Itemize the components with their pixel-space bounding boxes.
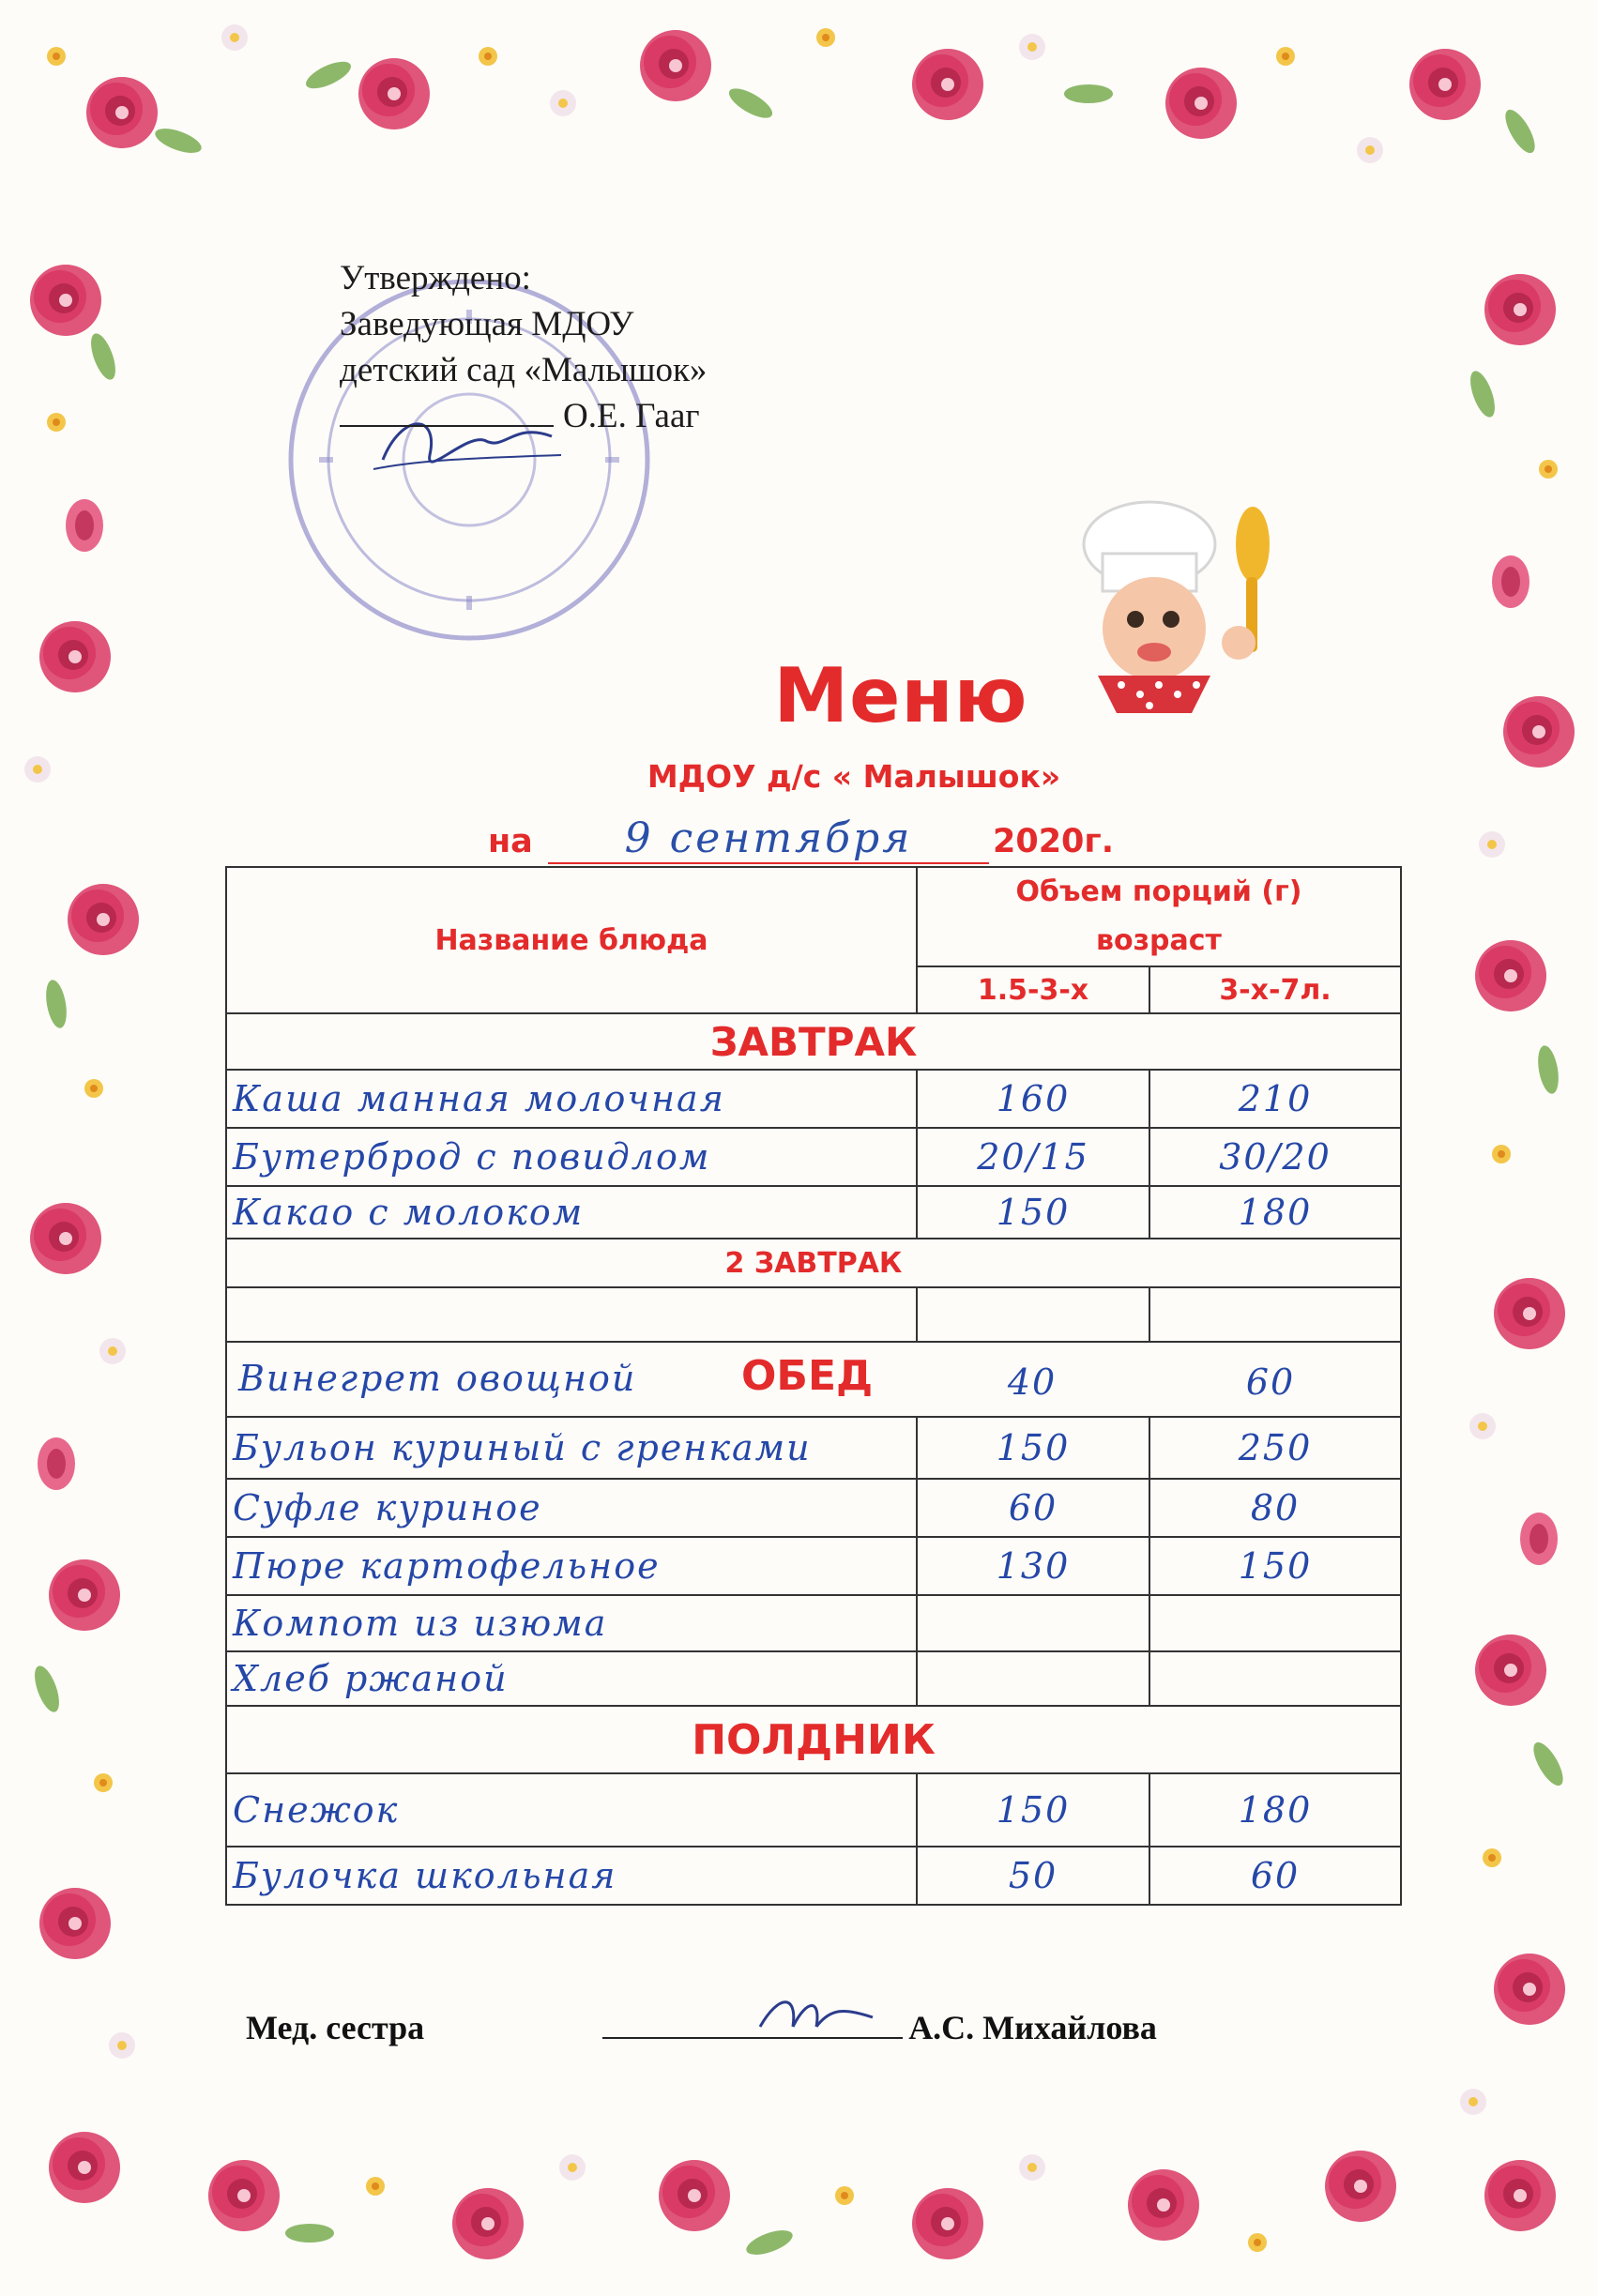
portion-a: 20/15 xyxy=(917,1128,1149,1186)
portion-a: 50 xyxy=(917,1847,1149,1905)
dish-name xyxy=(226,1287,917,1342)
table-row xyxy=(226,1186,1401,1239)
portion-b: 60 xyxy=(1245,1361,1296,1403)
right-border xyxy=(1460,274,1575,2231)
portion-b: 250 xyxy=(1149,1417,1401,1479)
dish-name: Булочка школьная xyxy=(226,1847,917,1905)
portion-a: 40 xyxy=(1007,1361,1058,1403)
table-row xyxy=(226,1595,1401,1651)
bottom-border xyxy=(208,2151,1396,2259)
table-row xyxy=(226,1651,1401,1706)
date-suffix: 2020г. xyxy=(993,823,1114,860)
approval-position: Заведующая МДОУ xyxy=(340,305,634,343)
portion-a: 60 xyxy=(917,1479,1149,1537)
portion-a: 150 xyxy=(917,1417,1149,1479)
portion-b: 60 xyxy=(1149,1847,1401,1905)
footer-signature xyxy=(246,2008,1372,2047)
portion-a xyxy=(917,1651,1149,1706)
table-row xyxy=(226,1479,1401,1537)
dish-name: Пюре картофельное xyxy=(226,1537,917,1595)
portion-b xyxy=(1149,1595,1401,1651)
table-row xyxy=(226,1128,1401,1186)
section-lunch: ОБЕД xyxy=(741,1352,874,1400)
table-row xyxy=(226,1287,1401,1342)
dish-name: Бутерброд с повидлом xyxy=(226,1128,917,1186)
section-row xyxy=(226,1706,1401,1773)
dish-header: Название блюда xyxy=(226,867,917,1013)
portion-header-label: Объем порций (г) xyxy=(1015,875,1302,908)
lunch-section-cell xyxy=(226,1342,1401,1417)
dish-name: Суфле куриное xyxy=(226,1479,917,1537)
menu-title: Меню xyxy=(773,652,1028,739)
table-row xyxy=(226,1773,1401,1847)
section-row xyxy=(226,1239,1401,1287)
table-row xyxy=(226,1070,1401,1128)
menu-table xyxy=(225,866,1402,1906)
dish-name: Хлеб ржаной xyxy=(226,1651,917,1706)
menu-date xyxy=(488,814,1239,864)
section-afternoon-snack: ПОЛДНИК xyxy=(226,1706,1401,1773)
menu-subtitle: МДОУ д/с « Малышок» xyxy=(647,758,1061,795)
portion-b: 180 xyxy=(1149,1186,1401,1239)
approval-signer: О.Е. Гааг xyxy=(563,397,700,435)
approval-organization: детский сад «Малышок» xyxy=(340,351,708,389)
signature-blank xyxy=(340,397,554,427)
portion-b: 150 xyxy=(1149,1537,1401,1595)
signature-blank xyxy=(602,2009,903,2039)
date-prefix: на xyxy=(488,823,533,860)
dish-name: Какао с молоком xyxy=(226,1186,917,1239)
portion-a: 130 xyxy=(917,1537,1149,1595)
section-row-with-dish xyxy=(226,1342,1401,1417)
portion-a: 150 xyxy=(917,1773,1149,1847)
section-second-breakfast: 2 ЗАВТРАК xyxy=(226,1239,1401,1287)
portion-b xyxy=(1149,1651,1401,1706)
portion-header xyxy=(917,867,1401,966)
dish-name: Компот из изюма xyxy=(226,1595,917,1651)
approval-signature-line xyxy=(340,393,865,439)
table-header-row xyxy=(226,867,1401,966)
footer-name: А.С. Михайлова xyxy=(908,2009,1157,2046)
portion-b: 210 xyxy=(1149,1070,1401,1128)
age-group-2: 3-х-7л. xyxy=(1149,966,1401,1013)
date-handwritten: 9 сентября xyxy=(548,814,989,864)
portion-a xyxy=(917,1287,1149,1342)
dish-name: Винегрет овощной xyxy=(238,1358,637,1399)
portion-a: 160 xyxy=(917,1070,1149,1128)
portion-b: 30/20 xyxy=(1149,1128,1401,1186)
left-border xyxy=(24,265,139,2203)
footer-role: Мед. сестра xyxy=(246,2009,425,2046)
dish-name: Снежок xyxy=(226,1773,917,1847)
section-breakfast: ЗАВТРАК xyxy=(226,1013,1401,1070)
portion-b: 180 xyxy=(1149,1773,1401,1847)
table-row xyxy=(226,1847,1401,1905)
portion-a xyxy=(917,1595,1149,1651)
table-row xyxy=(226,1537,1401,1595)
approval-heading: Утверждено: xyxy=(340,259,531,297)
portion-a: 150 xyxy=(917,1186,1149,1239)
portion-b xyxy=(1149,1287,1401,1342)
portion-b: 80 xyxy=(1149,1479,1401,1537)
table-row xyxy=(226,1417,1401,1479)
dish-name: Каша манная молочная xyxy=(226,1070,917,1128)
age-group-1: 1.5-3-х xyxy=(917,966,1149,1013)
approval-block xyxy=(340,255,865,439)
section-row xyxy=(226,1013,1401,1070)
age-header-label: возраст xyxy=(1096,924,1222,957)
top-border xyxy=(47,24,1541,163)
dish-name: Бульон куриный с гренками xyxy=(226,1417,917,1479)
